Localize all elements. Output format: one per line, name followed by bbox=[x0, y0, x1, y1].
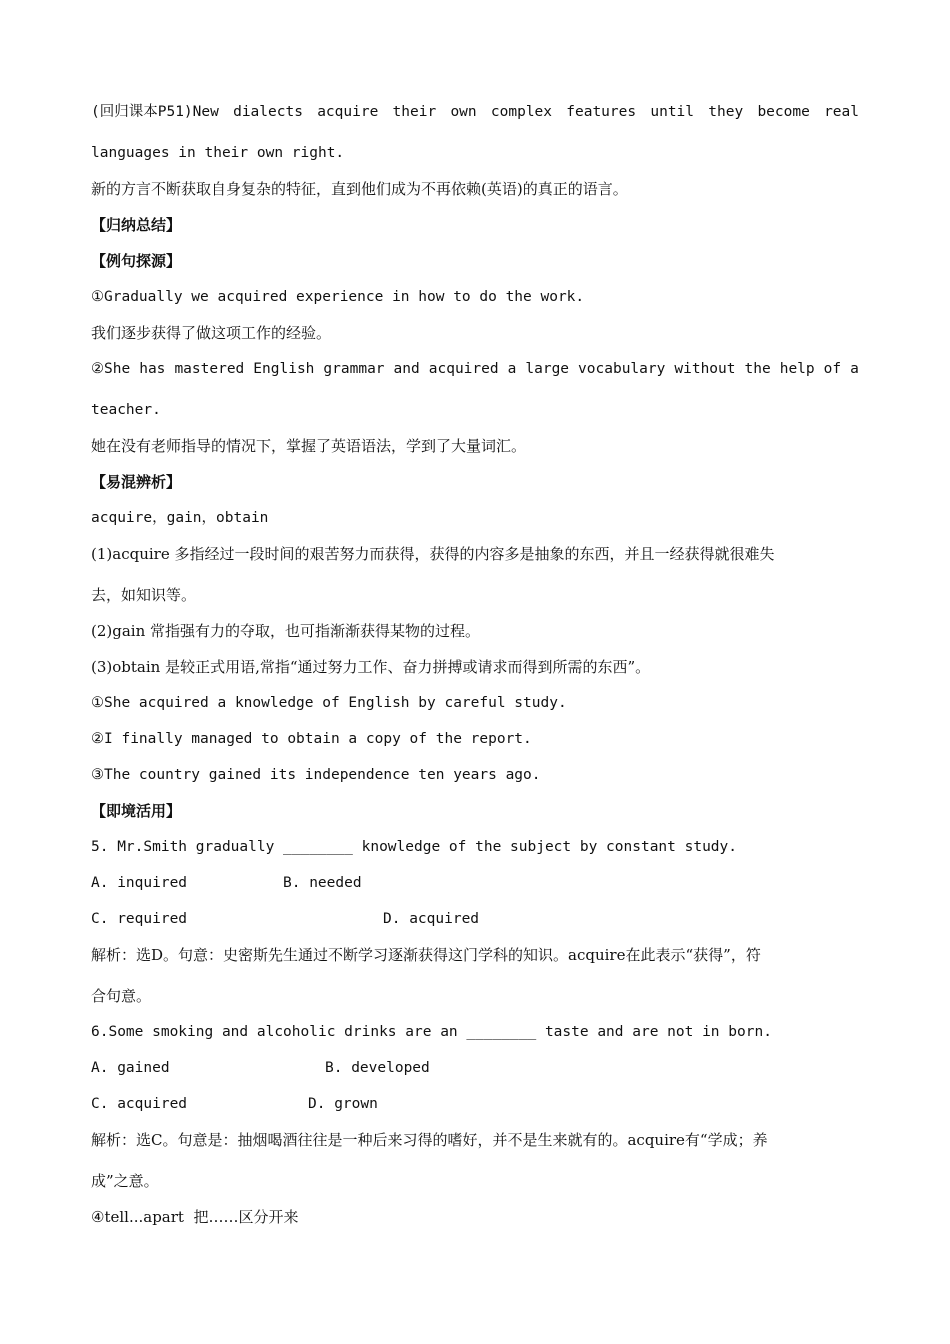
question-5-answer-line2: 合句意。 bbox=[91, 987, 152, 1005]
confusion-heading: 【易混辨析】 bbox=[91, 473, 182, 491]
question-6-option-c: C. acquired bbox=[91, 1096, 188, 1112]
example-2-word: help bbox=[779, 361, 815, 377]
example-2-word: mastered bbox=[174, 361, 245, 377]
example-2-word: has bbox=[139, 361, 166, 377]
example-2-word: without bbox=[674, 361, 736, 377]
question-5: 5. Mr.Smith gradually ________ knowledge of the subject by constant study. bbox=[91, 839, 738, 855]
phrase-tell-apart: ④tell...apart 把……区分开来 bbox=[91, 1208, 299, 1226]
question-6-answer-line2: 成”之意。 bbox=[91, 1172, 159, 1190]
intro-word: they bbox=[708, 104, 744, 120]
example-2-word: a bbox=[507, 361, 517, 377]
example-2-word: ②She bbox=[91, 361, 131, 377]
intro-word: acquire bbox=[317, 104, 379, 120]
compare-example-3: ③The country gained its independence ten years ago. bbox=[91, 767, 541, 783]
example-2-word: large bbox=[525, 361, 570, 377]
note-1-line1: (1)acquire 多指经过一段时间的艰苦努力而获得，获得的内容多是抽象的东西，并且一经获得就很难失 bbox=[91, 545, 775, 563]
compare-example-2: ②I finally managed to obtain a copy of the report. bbox=[91, 731, 532, 747]
question-6: 6.Some smoking and alcoholic drinks are an ________ taste and are not in born. bbox=[91, 1024, 772, 1040]
confusion-words: acquire，gain，obtain bbox=[91, 510, 269, 526]
summary-heading: 【归纳总结】 bbox=[91, 216, 182, 234]
example-2-chinese: 她在没有老师指导的情况下，掌握了英语语法，学到了大量词汇。 bbox=[91, 437, 527, 455]
question-5-option-c: C. required bbox=[91, 911, 188, 927]
question-5-option-a: A. inquired bbox=[91, 875, 188, 891]
question-5-option-d: D. acquired bbox=[383, 911, 480, 927]
example-2-word: of bbox=[823, 361, 842, 377]
example-2-english-line2: teacher. bbox=[91, 402, 161, 418]
example-2-word: a bbox=[850, 361, 859, 377]
intro-sentence-line2: languages in their own right. bbox=[91, 145, 345, 161]
example-2-word: grammar bbox=[323, 361, 385, 377]
compare-example-1: ①She acquired a knowledge of English by careful study. bbox=[91, 695, 567, 711]
question-6-answer-line1: 解析：选C。句意是：抽烟喝酒往往是一种后来习得的嗜好，并不是生来就有的。acquire有“学成；养 bbox=[91, 1131, 768, 1149]
intro-word: become bbox=[757, 104, 810, 120]
intro-word: real bbox=[824, 104, 859, 120]
example-2-word: English bbox=[253, 361, 315, 377]
intro-word: their bbox=[392, 104, 437, 120]
examples-heading: 【例句探源】 bbox=[91, 252, 182, 270]
question-6-option-b: B. developed bbox=[325, 1060, 430, 1076]
intro-sentence-line1 bbox=[91, 101, 859, 123]
intro-word: features bbox=[566, 104, 637, 120]
example-2-word: acquired bbox=[428, 361, 499, 377]
note-2: (2)gain 常指强有力的夺取，也可指渐渐获得某物的过程。 bbox=[91, 622, 481, 640]
intro-translation: 新的方言不断获取自身复杂的特征，直到他们成为不再依赖(英语)的真正的语言。 bbox=[91, 180, 628, 198]
example-2-english-line1 bbox=[91, 358, 859, 380]
example-1-english: ①Gradually we acquired experience in how to do the work. bbox=[91, 289, 585, 305]
intro-word: own bbox=[450, 104, 477, 120]
question-5-answer-line1: 解析：选D。句意：史密斯先生通过不断学习逐渐获得这门学科的知识。acquire在此表示“获得”，符 bbox=[91, 946, 761, 964]
note-1-line2: 去，如知识等。 bbox=[91, 586, 197, 604]
example-2-word: and bbox=[393, 361, 420, 377]
example-1-chinese: 我们逐步获得了做这项工作的经验。 bbox=[91, 324, 332, 342]
intro-word: (回归课本P51)New bbox=[91, 104, 219, 120]
example-2-word: vocabulary bbox=[578, 361, 666, 377]
example-2-word: the bbox=[744, 361, 771, 377]
question-6-option-a: A. gained bbox=[91, 1060, 170, 1076]
note-3: (3)obtain 是较正式用语,常指“通过努力工作、奋力拼搏或请求而得到所需的东西”。 bbox=[91, 658, 651, 676]
intro-word: until bbox=[650, 104, 695, 120]
intro-word: dialects bbox=[233, 104, 303, 120]
practice-heading: 【即境活用】 bbox=[91, 802, 182, 820]
question-5-option-b: B. needed bbox=[283, 875, 362, 891]
intro-word: complex bbox=[490, 104, 553, 120]
question-6-option-d: D. grown bbox=[308, 1096, 378, 1112]
